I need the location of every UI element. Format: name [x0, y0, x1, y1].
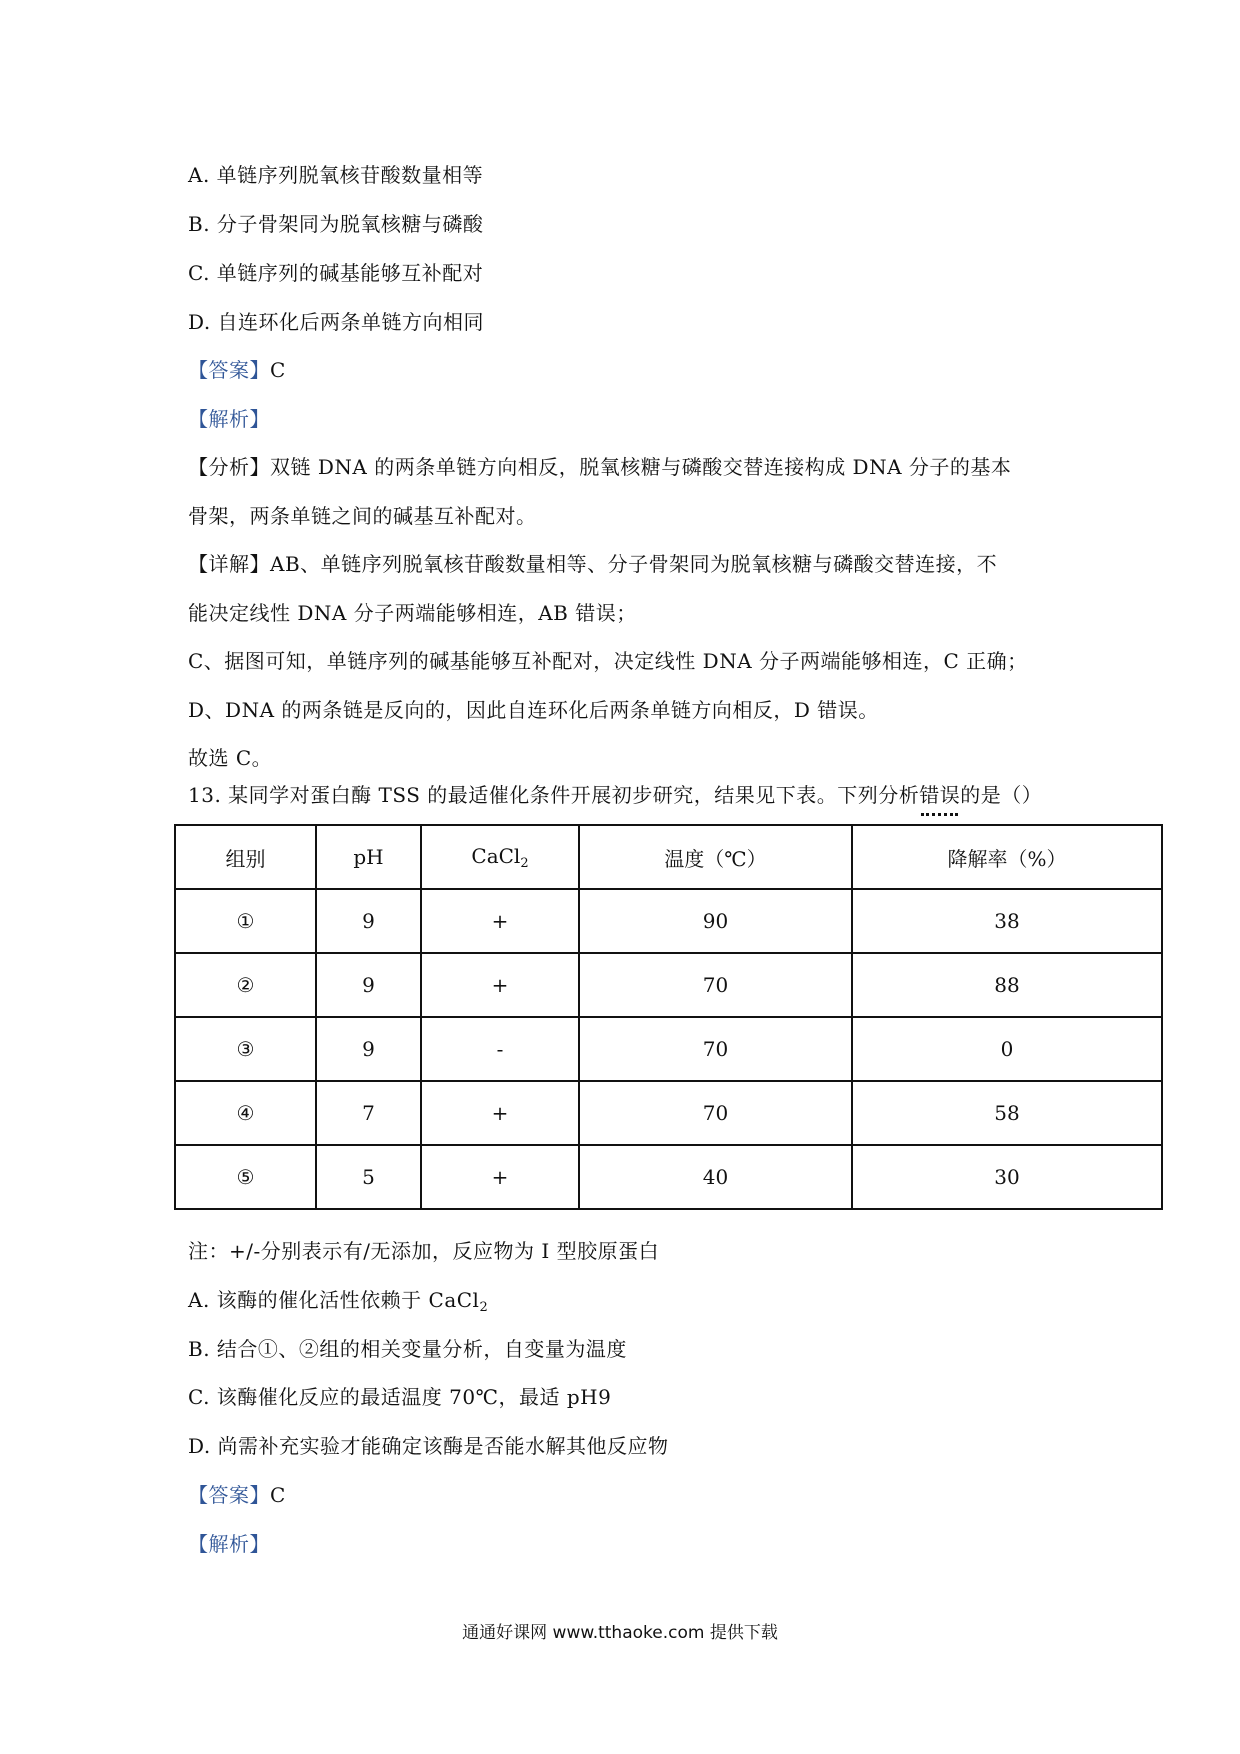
cell-rate: 0 — [852, 1017, 1162, 1081]
conclusion-line: 故选 C。 — [188, 746, 273, 770]
q13-answer-tag: 【答案】 — [188, 1483, 270, 1507]
table-row — [175, 889, 1162, 953]
cell-cacl2: + — [421, 953, 579, 1017]
cell-group: ④ — [175, 1081, 316, 1145]
cell-temperature: 70 — [579, 1017, 852, 1081]
q13-option-b: B. 结合①、②组的相关变量分析，自变量为温度 — [188, 1337, 627, 1361]
stem-text: 13. 某同学对蛋白酶 TSS 的最适催化条件开展初步研究，结果见下表。下列分析 — [188, 783, 920, 807]
header-cacl2-base: CaCl — [471, 843, 521, 868]
header-degradation-rate: 降解率（%） — [852, 825, 1162, 889]
header-cacl2 — [421, 825, 579, 889]
cell-ph: 7 — [316, 1081, 421, 1145]
cell-temperature: 40 — [579, 1145, 852, 1209]
table-row — [175, 1145, 1162, 1209]
option-b: B. 分子骨架同为脱氧核糖与磷酸 — [188, 212, 484, 236]
xiangjie-line-2: 能决定线性 DNA 分子两端能够相连，AB 错误； — [188, 601, 637, 625]
cell-rate: 30 — [852, 1145, 1162, 1209]
cell-rate: 88 — [852, 953, 1162, 1017]
q13-option-a-sub: 2 — [479, 1300, 489, 1315]
xiangjie-line-3: C、据图可知，单链序列的碱基能够互补配对，决定线性 DNA 分子两端能够相连，C 正确； — [188, 649, 1028, 673]
cell-temperature: 70 — [579, 1081, 852, 1145]
q13-answer-value: C — [270, 1483, 286, 1507]
table-row — [175, 1017, 1162, 1081]
table-row — [175, 953, 1162, 1017]
cell-cacl2: + — [421, 889, 579, 953]
answer-tag: 【答案】 — [188, 358, 270, 382]
question-13-stem — [188, 780, 1042, 810]
stem-tail: 的是（） — [960, 783, 1043, 807]
q13-analysis-tag: 【解析】 — [188, 1532, 270, 1556]
cell-ph: 9 — [316, 1017, 421, 1081]
q13-option-d: D. 尚需补充实验才能确定该酶是否能水解其他反应物 — [188, 1434, 669, 1458]
analysis-tag: 【解析】 — [188, 407, 270, 431]
option-a: A. 单链序列脱氧核苷酸数量相等 — [188, 163, 484, 187]
header-temperature: 温度（℃） — [579, 825, 852, 889]
cell-cacl2: - — [421, 1017, 579, 1081]
cell-group: ① — [175, 889, 316, 953]
xiangjie-line-4: D、DNA 的两条链是反向的，因此自连环化后两条单链方向相反，D 错误。 — [188, 698, 879, 722]
q13-option-c: C. 该酶催化反应的最适温度 70℃，最适 pH9 — [188, 1385, 612, 1409]
q13-option-a-text: A. 该酶的催化活性依赖于 CaCl — [188, 1288, 480, 1312]
table-row — [175, 1081, 1162, 1145]
stem-emphasis: 错误 — [919, 780, 960, 810]
q13-answer-line — [188, 1480, 286, 1510]
table-header-row — [175, 825, 1162, 889]
cell-cacl2: + — [421, 1081, 579, 1145]
header-group: 组别 — [175, 825, 316, 889]
fenxi-line-2: 骨架，两条单链之间的碱基互补配对。 — [188, 504, 537, 528]
answer-value: C — [270, 358, 286, 382]
cell-rate: 38 — [852, 889, 1162, 953]
table-note: 注：+/-分别表示有/无添加，反应物为 I 型胶原蛋白 — [188, 1239, 660, 1263]
cell-cacl2: + — [421, 1145, 579, 1209]
header-ph: pH — [316, 825, 421, 889]
header-cacl2-sub: 2 — [520, 855, 529, 871]
cell-group: ② — [175, 953, 316, 1017]
cell-group: ③ — [175, 1017, 316, 1081]
cell-temperature: 90 — [579, 889, 852, 953]
page-footer: 通通好课网 www.tthaoke.com 提供下载 — [462, 1623, 778, 1643]
cell-ph: 9 — [316, 889, 421, 953]
cell-rate: 58 — [852, 1081, 1162, 1145]
q13-option-a — [188, 1285, 488, 1323]
cell-group: ⑤ — [175, 1145, 316, 1209]
option-c: C. 单链序列的碱基能够互补配对 — [188, 261, 484, 285]
option-d: D. 自连环化后两条单链方向相同 — [188, 310, 485, 334]
cell-ph: 9 — [316, 953, 421, 1017]
results-table — [174, 824, 1163, 1210]
cell-temperature: 70 — [579, 953, 852, 1017]
answer-line — [188, 355, 286, 385]
fenxi-line-1: 【分析】双链 DNA 的两条单链方向相反，脱氧核糖与磷酸交替连接构成 DNA 分子的基本 — [188, 455, 1012, 479]
cell-ph: 5 — [316, 1145, 421, 1209]
xiangjie-line-1: 【详解】AB、单链序列脱氧核苷酸数量相等、分子骨架同为脱氧核糖与磷酸交替连接，不 — [188, 552, 998, 576]
